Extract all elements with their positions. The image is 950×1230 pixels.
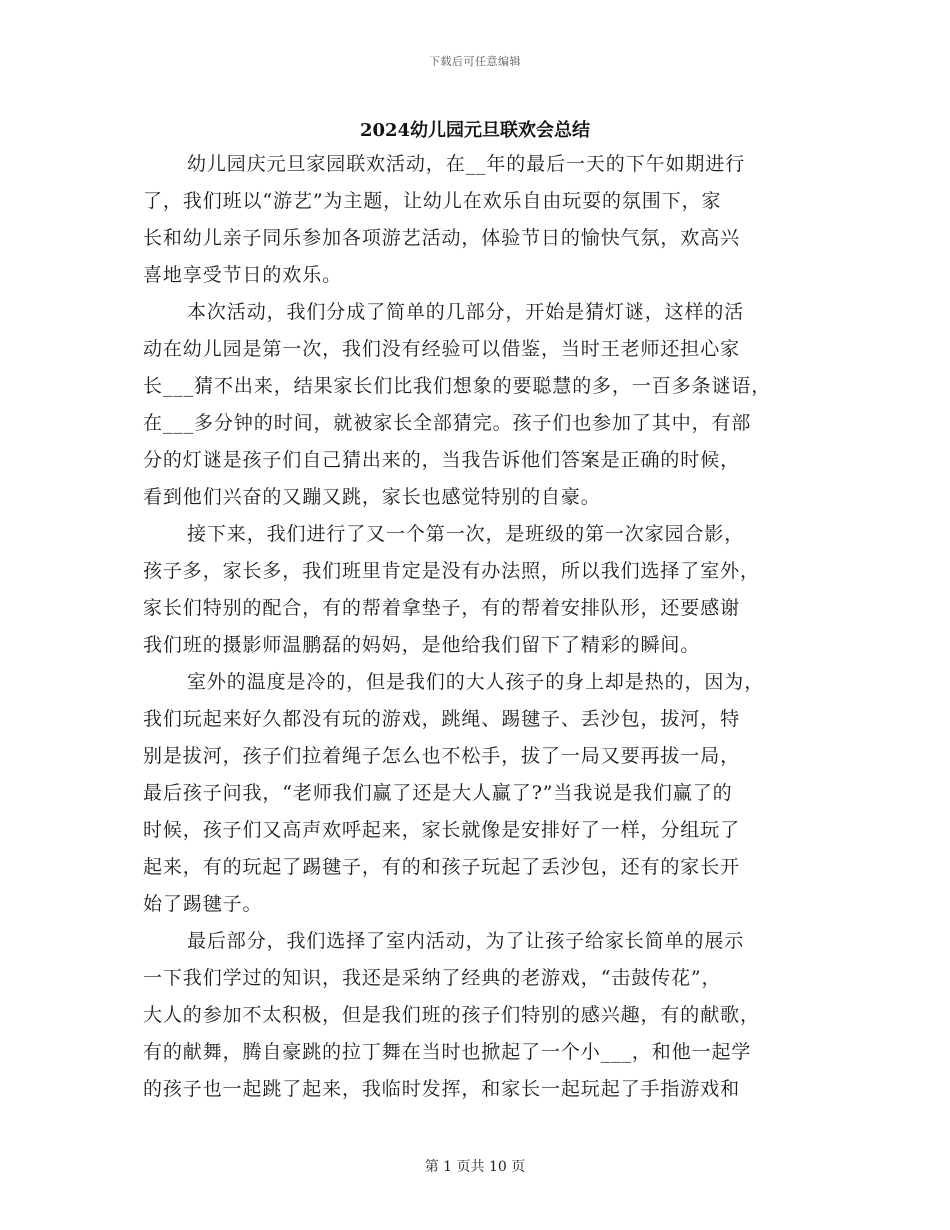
paragraph-line: 动在幼儿园是第一次，我们没有经验可以借鉴，当时王老师还担心家 — [143, 338, 741, 360]
paragraph-line: 时候，孩子们又高声欢呼起来，家长就像是安排好了一样，分组玩了 — [143, 819, 741, 841]
paragraph-first-line: 接下来，我们进行了又一个第一次，是班级的第一次家园合影， — [187, 523, 745, 545]
paragraph-first-line: 本次活动，我们分成了简单的几部分，开始是猜灯谜，这样的活 — [187, 301, 745, 323]
paragraph-line: 在___多分钟的时间，就被家长全部猜完。孩子们也参加了其中，有部 — [143, 412, 752, 434]
document-body — [143, 146, 808, 1108]
paragraph-line: 了，我们班以“游艺”为主题，让幼儿在欢乐自由玩耍的氛围下，家 — [143, 190, 722, 212]
paragraph-first-line: 幼儿园庆元旦家园联欢活动，在__年的最后一天的下午如期进行 — [187, 153, 746, 175]
paragraph-line: 看到他们兴奋的又蹦又跳，家长也感觉特别的自豪。 — [143, 486, 601, 508]
paragraph-line: 最后孩子问我，“老师我们赢了还是大人赢了?”当我说是我们赢了的 — [143, 782, 733, 804]
paragraph-line: 喜地享受节日的欢乐。 — [143, 264, 343, 286]
paragraph-line: 分的灯谜是孩子们自己猜出来的，当我告诉他们答案是正确的时候， — [143, 449, 741, 471]
paragraph-line: 我们班的摄影师温鹏磊的妈妈，是他给我们留下了精彩的瞬间。 — [143, 634, 701, 656]
paragraph-line: 孩子多，家长多，我们班里肯定是没有办法照，所以我们选择了室外， — [143, 560, 760, 582]
document-title: 2024幼儿园元旦联欢会总结 — [359, 120, 591, 141]
page-footer: 第 1 页共 10 页 — [424, 1159, 526, 1175]
paragraph-line: 起来，有的玩起了踢毽子，有的和孩子玩起了丢沙包，还有的家长开 — [143, 856, 741, 878]
paragraph-line: 我们玩起来好久都没有玩的游戏，跳绳、踢毽子、丢沙包，拔河，特 — [143, 708, 741, 730]
header-note: 下载后可任意编辑 — [429, 55, 521, 68]
paragraph-first-line: 最后部分，我们选择了室内活动，为了让孩子给家长简单的展示 — [187, 930, 745, 952]
paragraph-first-line: 室外的温度是冷的，但是我们的大人孩子的身上却是热的，因为， — [187, 671, 765, 693]
paragraph-line: 长___猜不出来，结果家长们比我们想象的要聪慧的多，一百多条谜语， — [143, 375, 772, 397]
paragraph-line: 别是拔河，孩子们拉着绳子怎么也不松手，拔了一局又要再拔一局， — [143, 745, 741, 767]
paragraph-line: 大人的参加不太积极，但是我们班的孩子们特别的感兴趣，有的献歌， — [143, 1004, 760, 1026]
paragraph-line: 家长们特别的配合，有的帮着拿垫子，有的帮着安排队形，还要感谢 — [143, 597, 741, 619]
paragraph-line: 始了踢毽子。 — [143, 893, 263, 915]
paragraph-line: 一下我们学过的知识，我还是采纳了经典的老游戏，“击鼓传花”， — [143, 967, 722, 989]
paragraph-line: 的孩子也一起跳了起来，我临时发挥，和家长一起玩起了手指游戏和 — [143, 1078, 741, 1100]
paragraph-line: 有的献舞，腾自豪跳的拉丁舞在当时也掀起了一个小___，和他一起学 — [143, 1041, 752, 1063]
paragraph-line: 长和幼儿亲子同乐参加各项游艺活动，体验节日的愉快气氛，欢高兴 — [143, 227, 741, 249]
